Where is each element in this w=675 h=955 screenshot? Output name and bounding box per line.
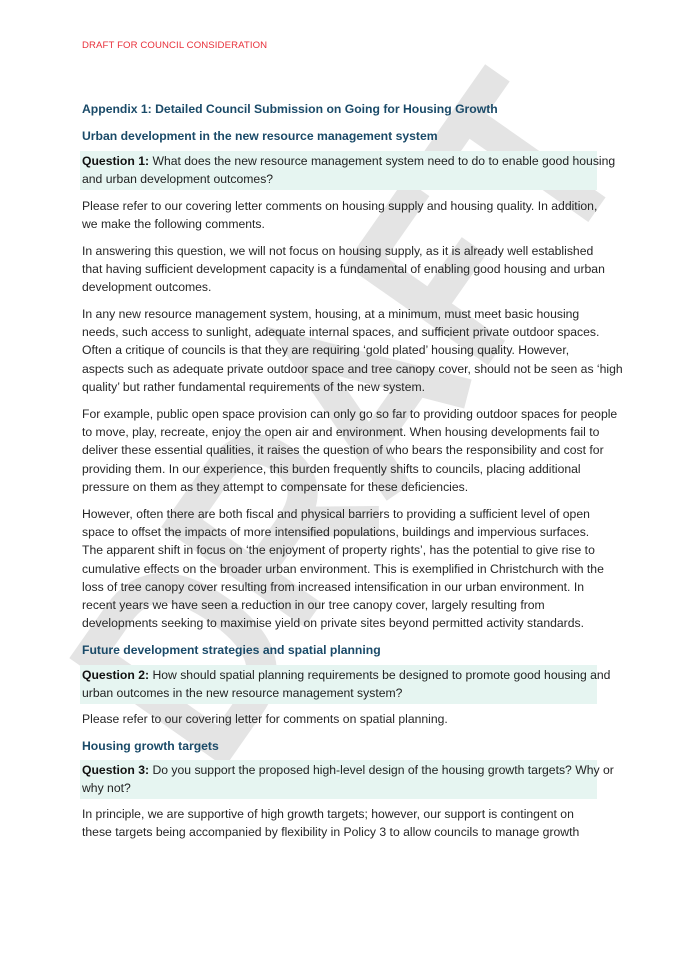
question-3-text-line: Do you support the proposed high-level design of the housing growth targets? Why or [152, 763, 614, 777]
question-3-label: Question 3: [82, 763, 150, 777]
paragraph-line: However, often there are both fiscal and physical barriers to providing a sufficient level of open [82, 507, 590, 521]
paragraph-line: In answering this question, we will not focus on housing supply, as it is already well established [82, 244, 594, 258]
question-3-text-line: why not? [82, 781, 131, 796]
paragraph-covering-letter [82, 197, 597, 233]
paragraph-line: Please refer to our covering letter comments on housing supply and housing quality. In addition, [82, 199, 598, 213]
question-3-box [80, 760, 614, 799]
paragraph-line: In principle, we are supportive of high growth targets; however, our support is contingent on [82, 807, 574, 821]
paragraph-line: developments seeking to maximise yield on private sites beyond permitted activity standards. [82, 616, 584, 631]
paragraph-line: pressure on them as they attempt to compensate for these deficiencies. [82, 479, 469, 494]
paragraph-growth-targets-support [82, 805, 597, 841]
paragraph-line: For example, public open space provision can only go so far to providing outdoor spaces for people [82, 407, 618, 421]
question-1-text-line: What does the new resource management system need to do to enable good housing [152, 154, 616, 168]
section-heading-spatial-planning: Future development strategies and spatial planning [82, 643, 381, 657]
paragraph-line: cumulative effects on the broader urban environment. This is exemplified in Christchurch with the [82, 561, 604, 576]
paragraph-line: that having sufficient development capacity is a fundamental of enabling good housing and urban [82, 262, 605, 277]
section-heading-urban-development: Urban development in the new resource management system [82, 129, 438, 143]
paragraph-line: loss of tree canopy cover resulting from increased intensification in our urban environment. In [82, 579, 584, 594]
paragraph-basic-housing-needs [82, 305, 623, 396]
paragraph-line: In any new resource management system, housing, at a minimum, must meet basic housing [82, 307, 580, 321]
paragraph-fiscal-barriers [82, 505, 604, 632]
paragraph-line: deliver these essential qualities, it raises the question of who bears the responsibility and cost for [82, 443, 604, 458]
paragraph-open-space-provision [82, 405, 618, 496]
question-1-box [80, 151, 616, 190]
appendix-title: Appendix 1: Detailed Council Submission on Going for Housing Growth [82, 102, 498, 116]
paragraph-line: quality’ but rather fundamental requirements of the new system. [82, 379, 426, 394]
section-heading-housing-growth-targets: Housing growth targets [82, 739, 219, 753]
paragraph-line: needs, such access to sunlight, adequate internal spaces, and sufficient private outdoor spaces. [82, 325, 600, 340]
paragraph-housing-supply [82, 242, 605, 297]
question-2-text-line: How should spatial planning requirements be designed to promote good housing and [152, 668, 611, 682]
question-2-label: Question 2: [82, 668, 150, 682]
paragraph-line: to move, play, recreate, enjoy the open air and environment. When housing developments fail to [82, 425, 600, 440]
paragraph-line: recent years we have seen a reduction in our tree canopy cover, largely resulting from [82, 598, 545, 613]
question-2-text-line: urban outcomes in the new resource management system? [82, 686, 403, 701]
paragraph-line: Often a critique of councils is that they are requiring ‘gold plated’ housing quality. However, [82, 343, 570, 358]
question-2-box [80, 665, 611, 704]
draft-header-label: DRAFT FOR COUNCIL CONSIDERATION [82, 40, 268, 51]
question-1-text-line: and urban development outcomes? [82, 172, 274, 187]
paragraph-line: providing them. In our experience, this burden frequently shifts to councils, placing additional [82, 461, 581, 476]
paragraph-line: development outcomes. [82, 280, 212, 295]
paragraph-line: The apparent shift in focus on ‘the enjoyment of property rights’, has the potential to give rise to [82, 543, 595, 558]
paragraph-line: Please refer to our covering letter for comments on spatial planning. [82, 712, 448, 726]
question-1-label: Question 1: [82, 154, 150, 168]
paragraph-line: space to offset the impacts of more intensified populations, buildings and impervious surfaces. [82, 525, 590, 540]
paragraph-line: we make the following comments. [82, 217, 265, 232]
paragraph-spatial-planning-comment [82, 710, 597, 728]
paragraph-line: aspects such as adequate private outdoor space and tree canopy cover, should not be seen as ‘high [82, 361, 623, 376]
paragraph-line: these targets being accompanied by flexibility in Policy 3 to allow councils to manage growth [82, 825, 580, 840]
